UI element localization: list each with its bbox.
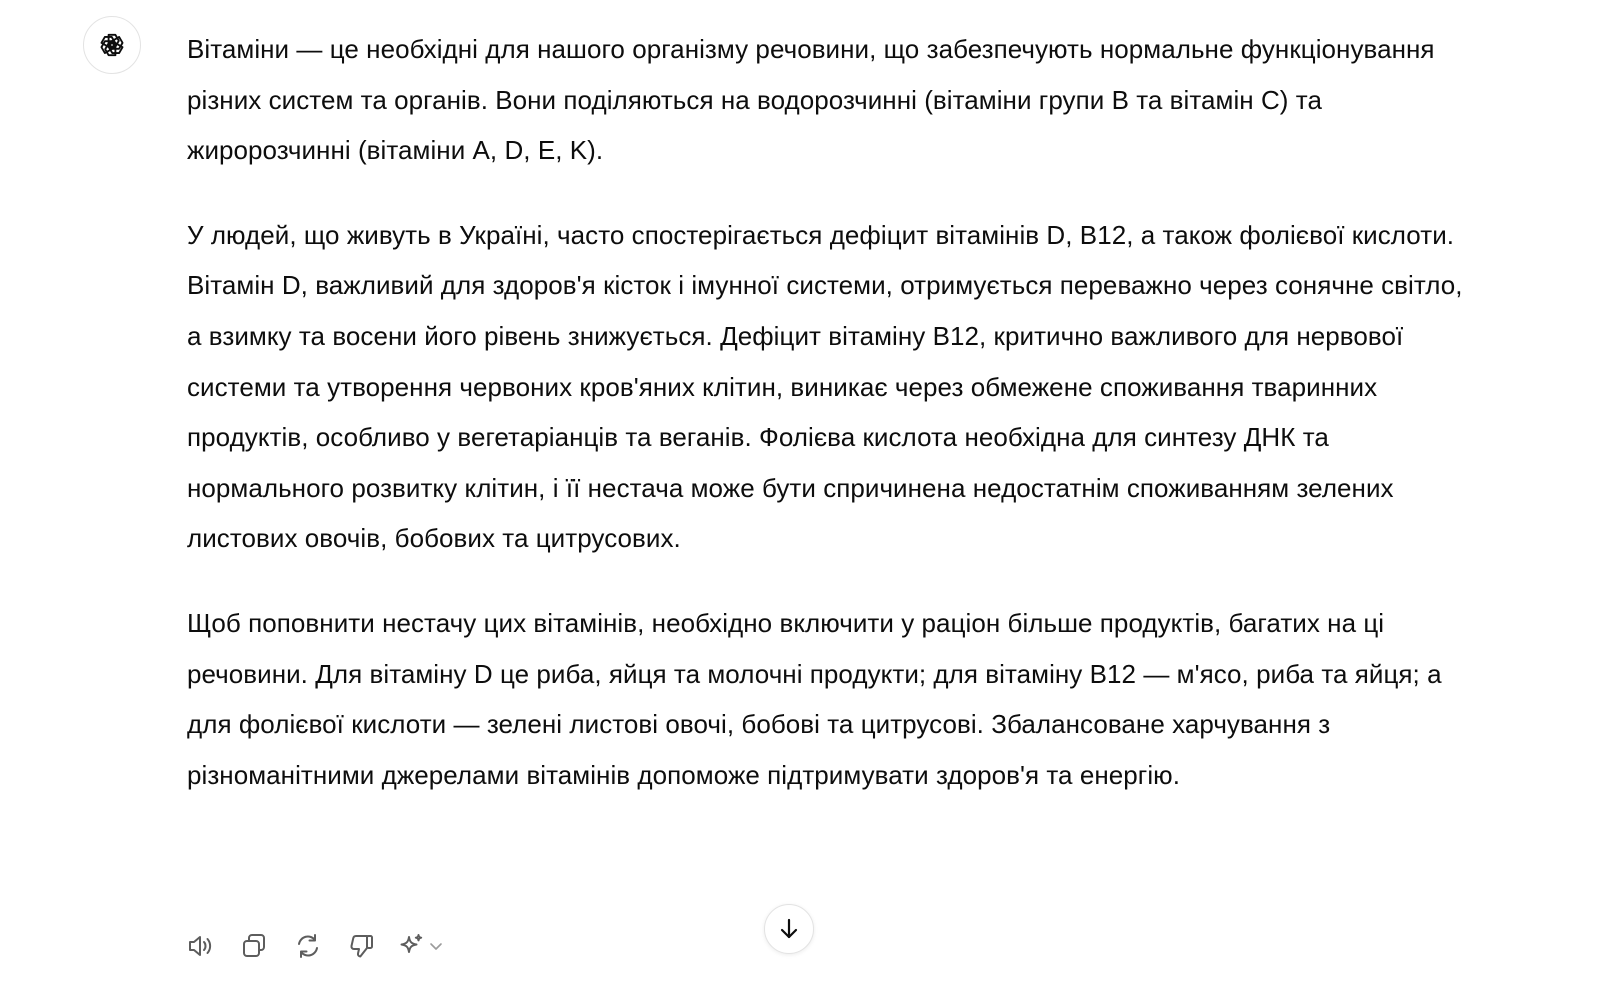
message-paragraph-2: У людей, що живуть в Україні, часто спостерігається дефіцит вітамінів D, B12, а також фолієвої кислоти. Вітамін D, важливий для здоров'я кісток і імунної системи, отримується переважно через сонячне світло, а взимку та восени його рівень знижується. Дефіцит вітаміну B12, критично важливого для нервової системи та утворення червоних кров'яних клітин, виникає через обмежене споживання тваринних продуктів, особливо у вегетаріанців та веганів. Фолієва кислота необхідна для синтезу ДНК та нормального розвитку клітин, і її нестача може бути спричинена недостатнім споживанням зелених листових овочів, бобових та цитрусових. xyxy=(187,219,1463,554)
thumbs-down-icon xyxy=(347,931,377,961)
sparkle-icon xyxy=(396,931,426,961)
copy-button[interactable] xyxy=(234,926,274,966)
chevron-down-icon xyxy=(428,938,444,954)
speaker-icon xyxy=(185,931,215,961)
arrow-down-icon xyxy=(776,916,802,942)
message-paragraph-3: Щоб поповнити нестачу цих вітамінів, необхідно включити у раціон більше продуктів, багатих на ці речовини. Для вітаміну D це риба, яйця та молочні продукти; для вітаміну B12 — м'ясо, риба та яйця; а для фолієвої кислоти — зелені листові овочі, бобові та цитрусові. Збалансоване харчування з різноманітними джерелами вітамінів допоможе підтримувати здоров'я та енергію. xyxy=(187,607,1442,790)
assistant-message xyxy=(187,24,1477,800)
scroll-to-bottom-button[interactable] xyxy=(764,904,814,954)
message-actions xyxy=(180,926,468,966)
read-aloud-button[interactable] xyxy=(180,926,220,966)
assistant-avatar xyxy=(83,16,141,74)
openai-logo-icon xyxy=(95,28,129,62)
regenerate-icon xyxy=(293,931,323,961)
switch-model-button[interactable] xyxy=(396,926,454,966)
regenerate-button[interactable] xyxy=(288,926,328,966)
copy-icon xyxy=(239,931,269,961)
bad-response-button[interactable] xyxy=(342,926,382,966)
message-paragraph-1: Вітаміни — це необхідні для нашого організму речовини, що забезпечують нормальне функціонування різних систем та органів. Вони поділяються на водорозчинні (вітаміни групи B та вітамін C) та жиророзчинні (вітаміни A, D, E, K). xyxy=(187,34,1435,166)
